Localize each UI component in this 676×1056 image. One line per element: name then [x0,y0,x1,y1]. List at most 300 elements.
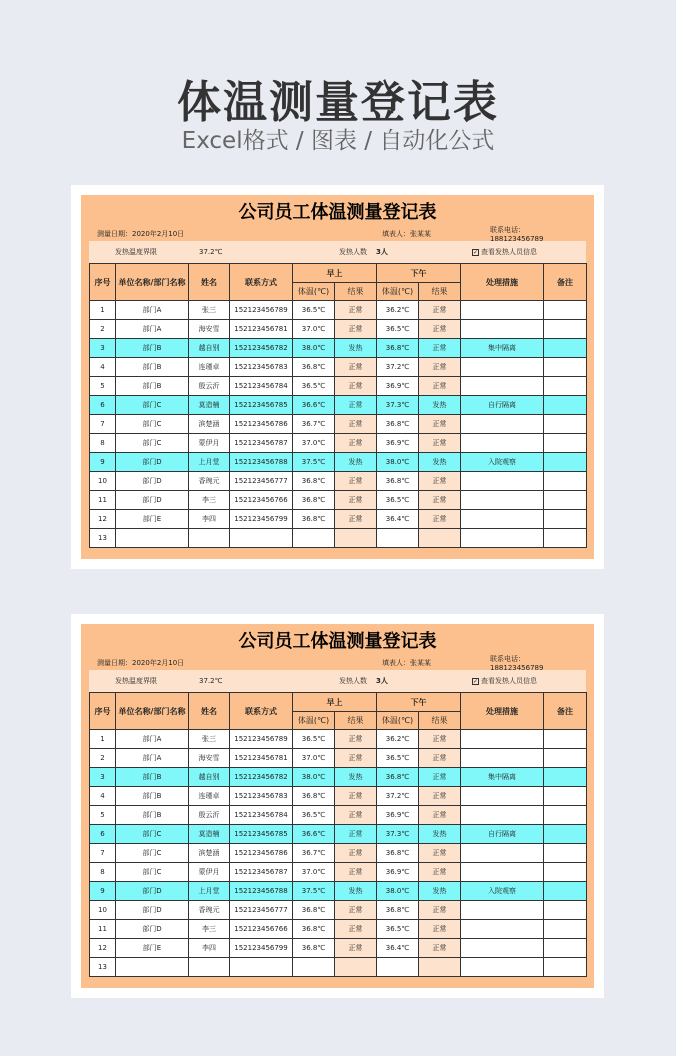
cell-pm-result[interactable]: 发热 [419,882,461,901]
cell-pm-temp[interactable]: 37.2℃ [377,358,419,377]
cell-name[interactable]: 李三 [189,920,230,939]
cell-no[interactable]: 5 [90,806,116,825]
col-header-am-temp: 体温(℃) [293,712,335,730]
sheet-preview-2 [71,614,604,998]
cell-dept[interactable]: 部门A [116,301,189,320]
cell-pm-result[interactable]: 正常 [419,510,461,529]
cell-name[interactable]: 张三 [189,301,230,320]
cell-note[interactable] [544,453,587,472]
cell-phone[interactable]: 152123456783 [230,358,293,377]
cell-dept[interactable]: 部门C [116,415,189,434]
cell-am-result[interactable]: 正常 [335,396,377,415]
cell-note[interactable] [544,396,587,415]
cell-measure[interactable] [461,920,544,939]
cell-am-temp[interactable]: 36.6℃ [293,396,335,415]
cell-no[interactable]: 1 [90,730,116,749]
show-fever-checkbox[interactable] [472,676,537,686]
table-row [90,844,587,863]
cell-am-temp[interactable]: 38.0℃ [293,768,335,787]
cell-dept[interactable]: 部门D [116,901,189,920]
cell-am-temp[interactable]: 36.8℃ [293,491,335,510]
show-fever-checkbox[interactable] [472,247,537,257]
page-title: 体温测量登记表 [177,77,499,128]
table-row [90,415,587,434]
cell-note[interactable] [544,939,587,958]
cell-measure[interactable] [461,301,544,320]
cell-phone[interactable]: 152123456781 [230,320,293,339]
cell-phone[interactable] [230,529,293,548]
sheet-preview-1 [71,185,604,569]
cell-am-result[interactable] [335,529,377,548]
cell-no[interactable]: 3 [90,339,116,358]
cell-dept[interactable]: 部门E [116,510,189,529]
cell-dept[interactable] [116,958,189,977]
threshold-value[interactable]: 37.2℃ [199,677,223,685]
cell-note[interactable] [544,339,587,358]
threshold-label: 发热温度界限 [115,677,157,685]
cell-note[interactable] [544,749,587,768]
cell-note[interactable] [544,529,587,548]
cell-am-temp[interactable]: 36.5℃ [293,377,335,396]
cell-am-result[interactable]: 正常 [335,844,377,863]
table-row [90,320,587,339]
cell-am-result[interactable]: 发热 [335,453,377,472]
cell-measure[interactable] [461,529,544,548]
cell-dept[interactable]: 部门D [116,882,189,901]
cell-pm-result[interactable]: 正常 [419,806,461,825]
cell-name[interactable]: 李三 [189,491,230,510]
cell-pm-temp[interactable]: 37.3℃ [377,396,419,415]
cell-phone[interactable]: 152123456788 [230,882,293,901]
cell-pm-result[interactable]: 正常 [419,320,461,339]
cell-am-temp[interactable]: 36.8℃ [293,472,335,491]
cell-note[interactable] [544,377,587,396]
col-header-pm-temp: 体温(℃) [377,283,419,301]
cell-am-result[interactable]: 正常 [335,787,377,806]
cell-name[interactable]: 李四 [189,939,230,958]
col-header-morning: 早上 [293,693,377,712]
cell-phone[interactable]: 152123456782 [230,339,293,358]
cell-name[interactable]: 张三 [189,730,230,749]
cell-am-result[interactable]: 正常 [335,301,377,320]
cell-dept[interactable]: 部门D [116,453,189,472]
cell-no[interactable]: 11 [90,920,116,939]
cell-am-temp[interactable]: 36.7℃ [293,844,335,863]
cell-am-temp[interactable]: 37.5℃ [293,453,335,472]
cell-pm-temp[interactable]: 36.5℃ [377,749,419,768]
col-header-morning: 早上 [293,264,377,283]
cell-pm-temp[interactable]: 36.8℃ [377,339,419,358]
cell-am-result[interactable]: 发热 [335,882,377,901]
filler: 填表人：张某某 [382,230,431,238]
cell-phone[interactable]: 152123456799 [230,510,293,529]
cell-note[interactable] [544,491,587,510]
cell-measure[interactable] [461,958,544,977]
spreadsheet [81,195,594,559]
cell-note[interactable] [544,730,587,749]
cell-no[interactable]: 2 [90,320,116,339]
cell-pm-result[interactable]: 发热 [419,396,461,415]
cell-phone[interactable]: 152123456781 [230,749,293,768]
cell-name[interactable]: 殷云沂 [189,806,230,825]
cell-pm-result[interactable]: 正常 [419,920,461,939]
cell-pm-result[interactable]: 正常 [419,749,461,768]
cell-no[interactable]: 13 [90,529,116,548]
cell-pm-temp[interactable]: 36.2℃ [377,730,419,749]
threshold-value[interactable]: 37.2℃ [199,248,223,256]
cell-am-result[interactable]: 正常 [335,901,377,920]
cell-note[interactable] [544,301,587,320]
cell-no[interactable]: 13 [90,958,116,977]
cell-dept[interactable]: 部门C [116,863,189,882]
cell-dept[interactable]: 部门A [116,730,189,749]
cell-phone[interactable]: 152123456766 [230,920,293,939]
cell-phone[interactable]: 152123456787 [230,434,293,453]
cell-am-result[interactable]: 正常 [335,920,377,939]
cell-am-temp[interactable]: 36.8℃ [293,358,335,377]
cell-pm-result[interactable]: 正常 [419,844,461,863]
cell-no[interactable]: 4 [90,787,116,806]
table-row [90,787,587,806]
cell-pm-result[interactable]: 正常 [419,730,461,749]
cell-pm-result[interactable] [419,958,461,977]
cell-no[interactable]: 6 [90,396,116,415]
cell-am-temp[interactable]: 36.7℃ [293,415,335,434]
filler: 填表人：张某某 [382,659,431,667]
cell-phone[interactable]: 152123456789 [230,730,293,749]
cell-dept[interactable]: 部门C [116,434,189,453]
cell-pm-result[interactable]: 正常 [419,491,461,510]
cell-am-result[interactable]: 正常 [335,415,377,434]
cell-measure[interactable] [461,434,544,453]
cell-phone[interactable]: 152123456784 [230,377,293,396]
cell-pm-temp[interactable]: 36.4℃ [377,939,419,958]
cell-pm-temp[interactable]: 36.8℃ [377,472,419,491]
cell-am-temp[interactable]: 38.0℃ [293,339,335,358]
cell-pm-temp[interactable]: 36.8℃ [377,768,419,787]
cell-am-temp[interactable]: 37.0℃ [293,434,335,453]
cell-measure[interactable] [461,320,544,339]
cell-name[interactable]: 莫造楠 [189,396,230,415]
cell-am-temp[interactable]: 36.8℃ [293,901,335,920]
cell-am-temp[interactable] [293,958,335,977]
cell-no[interactable]: 10 [90,472,116,491]
cell-no[interactable]: 7 [90,844,116,863]
cell-pm-temp[interactable] [377,958,419,977]
cell-measure[interactable] [461,472,544,491]
cell-no[interactable]: 6 [90,825,116,844]
cell-measure[interactable] [461,415,544,434]
temperature-table [89,692,587,977]
cell-measure[interactable]: 入院观察 [461,453,544,472]
cell-name[interactable]: 李四 [189,510,230,529]
cell-dept[interactable]: 部门A [116,749,189,768]
cell-dept[interactable]: 部门E [116,939,189,958]
col-header-contact: 联系方式 [230,264,293,301]
cell-name[interactable] [189,958,230,977]
cell-dept[interactable]: 部门C [116,825,189,844]
cell-measure[interactable] [461,510,544,529]
cell-phone[interactable]: 152123456777 [230,901,293,920]
cell-phone[interactable]: 152123456786 [230,844,293,863]
cell-dept[interactable]: 部门D [116,920,189,939]
cell-pm-result[interactable]: 发热 [419,453,461,472]
cell-am-result[interactable]: 正常 [335,939,377,958]
cell-dept[interactable]: 部门B [116,806,189,825]
cell-dept[interactable]: 部门B [116,339,189,358]
cell-pm-result[interactable]: 正常 [419,358,461,377]
cell-am-temp[interactable]: 37.0℃ [293,749,335,768]
table-row [90,958,587,977]
cell-measure[interactable] [461,377,544,396]
cell-pm-temp[interactable]: 36.4℃ [377,510,419,529]
threshold-row [89,670,586,692]
cell-pm-temp[interactable]: 38.0℃ [377,453,419,472]
cell-phone[interactable]: 152123456789 [230,301,293,320]
cell-pm-result[interactable]: 正常 [419,301,461,320]
meta-row [89,656,586,670]
cell-name[interactable]: 香琬元 [189,472,230,491]
cell-measure[interactable] [461,358,544,377]
cell-no[interactable]: 5 [90,377,116,396]
cell-no[interactable]: 4 [90,358,116,377]
cell-no[interactable]: 2 [90,749,116,768]
cell-name[interactable]: 海安雪 [189,320,230,339]
cell-phone[interactable]: 152123456785 [230,825,293,844]
cell-no[interactable]: 9 [90,882,116,901]
cell-no[interactable]: 9 [90,453,116,472]
cell-note[interactable] [544,510,587,529]
cell-name[interactable]: 越自别 [189,768,230,787]
cell-dept[interactable]: 部门C [116,844,189,863]
cell-measure[interactable]: 自行隔离 [461,825,544,844]
table-row [90,396,587,415]
cell-note[interactable] [544,358,587,377]
cell-am-temp[interactable]: 37.5℃ [293,882,335,901]
col-header-note: 备注 [544,264,587,301]
meta-row [89,227,586,241]
cell-am-temp[interactable]: 36.8℃ [293,920,335,939]
cell-am-temp[interactable]: 36.8℃ [293,787,335,806]
cell-phone[interactable]: 152123456784 [230,806,293,825]
cell-measure[interactable]: 入院观察 [461,882,544,901]
cell-no[interactable]: 8 [90,434,116,453]
cell-note[interactable] [544,472,587,491]
table-row [90,377,587,396]
cell-phone[interactable]: 152123456783 [230,787,293,806]
cell-name[interactable]: 连瑾卓 [189,358,230,377]
checkbox-checked-icon[interactable]: ✓ [473,248,479,256]
cell-dept[interactable]: 部门B [116,377,189,396]
cell-measure[interactable] [461,749,544,768]
cell-no[interactable]: 1 [90,301,116,320]
cell-am-temp[interactable]: 36.8℃ [293,939,335,958]
cell-name[interactable]: 蒙伊月 [189,863,230,882]
cell-phone[interactable]: 152123456788 [230,453,293,472]
cell-pm-temp[interactable]: 36.5℃ [377,491,419,510]
cell-name[interactable]: 海安雪 [189,749,230,768]
cell-no[interactable]: 8 [90,863,116,882]
cell-am-result[interactable]: 正常 [335,825,377,844]
cell-am-result[interactable]: 发热 [335,339,377,358]
contact-phone: 联系电话：188123456789 [490,226,544,243]
cell-phone[interactable] [230,958,293,977]
cell-name[interactable]: 越自别 [189,339,230,358]
table-row [90,472,587,491]
cell-pm-temp[interactable]: 36.9℃ [377,434,419,453]
cell-dept[interactable]: 部门D [116,472,189,491]
col-header-no: 序号 [90,693,116,730]
cell-no[interactable]: 12 [90,510,116,529]
cell-measure[interactable] [461,863,544,882]
table-body [90,730,587,977]
cell-name[interactable]: 殷云沂 [189,377,230,396]
cell-pm-temp[interactable]: 36.2℃ [377,301,419,320]
cell-measure[interactable]: 自行隔离 [461,396,544,415]
cell-phone[interactable]: 152123456787 [230,863,293,882]
cell-pm-temp[interactable]: 36.5℃ [377,320,419,339]
cell-am-result[interactable]: 正常 [335,358,377,377]
cell-am-result[interactable]: 正常 [335,749,377,768]
cell-name[interactable] [189,529,230,548]
cell-name[interactable]: 蒙伊月 [189,434,230,453]
cell-note[interactable] [544,844,587,863]
cell-am-temp[interactable]: 36.5℃ [293,730,335,749]
cell-am-temp[interactable]: 36.5℃ [293,806,335,825]
cell-no[interactable]: 11 [90,491,116,510]
cell-note[interactable] [544,882,587,901]
cell-name[interactable]: 香琬元 [189,901,230,920]
cell-note[interactable] [544,787,587,806]
cell-note[interactable] [544,768,587,787]
cell-am-temp[interactable] [293,529,335,548]
cell-note[interactable] [544,863,587,882]
cell-pm-temp[interactable]: 38.0℃ [377,882,419,901]
cell-no[interactable]: 3 [90,768,116,787]
cell-note[interactable] [544,320,587,339]
cell-pm-result[interactable]: 正常 [419,472,461,491]
cell-pm-result[interactable]: 正常 [419,415,461,434]
cell-phone[interactable]: 152123456766 [230,491,293,510]
cell-am-result[interactable]: 正常 [335,377,377,396]
cell-dept[interactable]: 部门A [116,320,189,339]
cell-no[interactable]: 10 [90,901,116,920]
cell-note[interactable] [544,958,587,977]
cell-pm-temp[interactable]: 36.8℃ [377,415,419,434]
cell-dept[interactable]: 部门B [116,787,189,806]
cell-phone[interactable]: 152123456782 [230,768,293,787]
cell-note[interactable] [544,920,587,939]
cell-measure[interactable]: 集中隔离 [461,768,544,787]
cell-name[interactable]: 上月堂 [189,453,230,472]
cell-pm-result[interactable]: 正常 [419,787,461,806]
cell-note[interactable] [544,415,587,434]
cell-pm-result[interactable]: 正常 [419,434,461,453]
cell-am-temp[interactable]: 36.5℃ [293,301,335,320]
cell-phone[interactable]: 152123456786 [230,415,293,434]
cell-measure[interactable] [461,901,544,920]
cell-pm-temp[interactable]: 37.2℃ [377,787,419,806]
cell-am-temp[interactable]: 37.0℃ [293,320,335,339]
cell-pm-result[interactable]: 正常 [419,939,461,958]
cell-note[interactable] [544,901,587,920]
cell-measure[interactable] [461,491,544,510]
cell-am-result[interactable]: 正常 [335,806,377,825]
col-header-no: 序号 [90,264,116,301]
cell-am-temp[interactable]: 36.8℃ [293,510,335,529]
cell-name[interactable]: 滨楚涵 [189,415,230,434]
cell-pm-result[interactable]: 发热 [419,825,461,844]
cell-note[interactable] [544,434,587,453]
cell-am-temp[interactable]: 37.0℃ [293,863,335,882]
cell-am-result[interactable]: 正常 [335,434,377,453]
cell-no[interactable]: 7 [90,415,116,434]
cell-measure[interactable] [461,844,544,863]
cell-no[interactable]: 12 [90,939,116,958]
cell-dept[interactable]: 部门D [116,491,189,510]
cell-pm-temp[interactable]: 36.9℃ [377,806,419,825]
col-header-pm-result: 结果 [419,712,461,730]
cell-dept[interactable]: 部门C [116,396,189,415]
cell-measure[interactable] [461,787,544,806]
cell-pm-result[interactable]: 正常 [419,863,461,882]
cell-pm-result[interactable]: 正常 [419,768,461,787]
cell-measure[interactable] [461,806,544,825]
cell-pm-result[interactable] [419,529,461,548]
cell-am-result[interactable]: 正常 [335,510,377,529]
cell-pm-temp[interactable]: 36.5℃ [377,920,419,939]
cell-measure[interactable]: 集中隔离 [461,339,544,358]
cell-pm-temp[interactable]: 36.8℃ [377,901,419,920]
cell-am-result[interactable]: 正常 [335,472,377,491]
cell-pm-temp[interactable]: 36.9℃ [377,863,419,882]
cell-pm-result[interactable]: 正常 [419,901,461,920]
cell-am-result[interactable]: 正常 [335,491,377,510]
cell-measure[interactable] [461,939,544,958]
cell-phone[interactable]: 152123456785 [230,396,293,415]
fever-count-label: 发热人数 [339,677,367,685]
cell-phone[interactable]: 152123456799 [230,939,293,958]
cell-pm-temp[interactable] [377,529,419,548]
table-row [90,453,587,472]
table-row [90,510,587,529]
cell-am-result[interactable]: 正常 [335,730,377,749]
threshold-row [89,241,586,263]
cell-name[interactable]: 莫造楠 [189,825,230,844]
cell-pm-result[interactable]: 正常 [419,377,461,396]
cell-name[interactable]: 滨楚涵 [189,844,230,863]
cell-am-result[interactable]: 正常 [335,320,377,339]
cell-am-result[interactable] [335,958,377,977]
cell-dept[interactable] [116,529,189,548]
cell-name[interactable]: 上月堂 [189,882,230,901]
cell-dept[interactable]: 部门B [116,358,189,377]
cell-phone[interactable]: 152123456777 [230,472,293,491]
cell-am-result[interactable]: 正常 [335,863,377,882]
cell-name[interactable]: 连瑾卓 [189,787,230,806]
cell-note[interactable] [544,825,587,844]
cell-dept[interactable]: 部门B [116,768,189,787]
cell-pm-temp[interactable]: 36.8℃ [377,844,419,863]
cell-am-temp[interactable]: 36.6℃ [293,825,335,844]
cell-pm-temp[interactable]: 37.3℃ [377,825,419,844]
checkbox-checked-icon[interactable]: ✓ [473,677,479,685]
cell-measure[interactable] [461,730,544,749]
cell-pm-temp[interactable]: 36.9℃ [377,377,419,396]
cell-note[interactable] [544,806,587,825]
cell-am-result[interactable]: 发热 [335,768,377,787]
cell-pm-result[interactable]: 正常 [419,339,461,358]
